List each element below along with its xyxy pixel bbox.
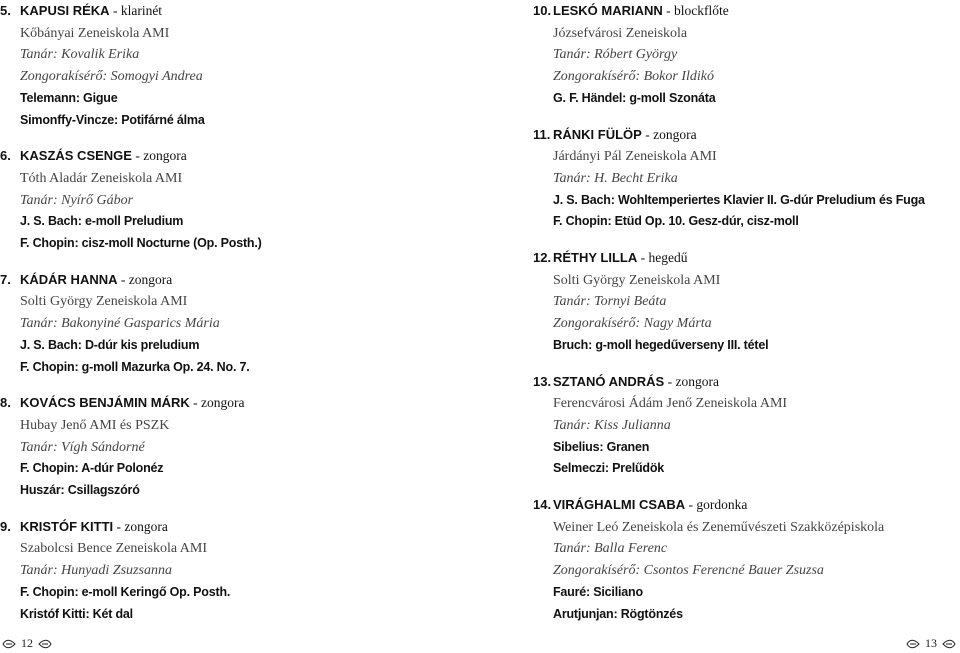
program-entry: [0, 269, 440, 379]
instrument: zongora: [124, 518, 168, 534]
teacher: Tanár: Balla Ferenc: [553, 541, 668, 557]
school-name: Kőbányai Zeneiskola AMI: [20, 25, 170, 41]
instrument: zongora: [128, 271, 173, 287]
school-name: Szabolcsi Bence Zeneiskola AMI: [20, 541, 208, 557]
performer-name: VIRÁGHALMI CSABA: [553, 497, 686, 513]
entry-number: 5.: [0, 3, 11, 18]
school-name: Solti György Zeneiskola AMI: [553, 272, 721, 288]
piece-title: G. F. Händel: g-moll Szonáta: [553, 90, 716, 105]
separator: -: [113, 518, 125, 534]
program-entry: [0, 392, 440, 502]
instrument: gordonka: [696, 497, 748, 513]
accompanist: Zongorakísérő: Bokor Ildikó: [553, 69, 714, 85]
entry-number: 13.: [533, 373, 552, 389]
left-page: [0, 0, 440, 639]
teacher: Tanár: Kiss Julianna: [553, 417, 671, 433]
performer-name: KAPUSI RÉKA: [20, 3, 110, 18]
performer-name: SZTANÓ ANDRÁS: [553, 373, 665, 389]
separator: -: [685, 497, 697, 513]
entry-number: 14.: [533, 497, 552, 513]
accompanist: Zongorakísérő: Somogyi Andrea: [20, 69, 203, 85]
performer-name: LESKÓ MARIANN: [553, 3, 663, 18]
piece-title: F. Chopin: e-moll Keringő Op. Posth.: [20, 584, 231, 599]
entry-number: 7.: [0, 271, 11, 287]
piece-title: Simonffy-Vincze: Potifárné álma: [20, 112, 205, 127]
program-entry: [0, 0, 440, 131]
separator: -: [664, 373, 676, 389]
instrument: klarinét: [120, 3, 163, 18]
performer-line: [20, 392, 440, 415]
performer-name: KÁDÁR HANNA: [20, 271, 118, 287]
instrument: hegedű: [648, 250, 688, 266]
program-entry: [533, 371, 960, 481]
entry-details: [553, 0, 960, 110]
entry-details: [20, 516, 440, 626]
teacher: Tanár: Vígh Sándorné: [20, 439, 145, 455]
piece-title: Telemann: Gigue: [20, 90, 118, 105]
entry-number: 9.: [0, 518, 11, 534]
entry-number: 10.: [533, 3, 552, 18]
instrument: zongora: [675, 373, 719, 389]
performer-line: [20, 516, 440, 539]
piece-title: Sibelius: Granen: [553, 439, 650, 454]
separator: -: [131, 148, 144, 164]
performer-name: RÉTHY LILLA: [553, 250, 638, 266]
teacher: Tanár: Tornyi Beáta: [553, 294, 667, 310]
piece-title: F. Chopin: cisz-moll Nocturne (Op. Posth.): [20, 236, 262, 251]
performer-name: KOVÁCS BENJÁMIN MÁRK: [20, 395, 190, 411]
performer-line: [553, 494, 960, 517]
instrument: zongora: [200, 395, 245, 411]
right-page: [533, 0, 960, 639]
performer-line: [553, 247, 960, 270]
performer-line: [553, 124, 960, 147]
performer-name: KASZÁS CSENGE: [20, 148, 132, 164]
teacher: Tanár: Hunyadi Zsuzsanna: [20, 563, 172, 579]
ornament-icon: [2, 639, 16, 649]
piece-title: J. S. Bach: Wohltemperiertes Klavier II. G-dúr Preludium és Fuga: [553, 192, 925, 207]
entry-details: [553, 494, 960, 625]
program-entry: [0, 145, 440, 255]
teacher: Tanár: H. Becht Erika: [553, 170, 678, 186]
piece-title: Fauré: Siciliano: [553, 584, 643, 599]
piece-title: Selmeczi: Prelűdök: [553, 461, 665, 476]
separator: -: [662, 3, 675, 18]
accompanist: Zongorakísérő: Nagy Márta: [553, 316, 712, 332]
separator: -: [117, 271, 129, 287]
teacher: Tanár: Bakonyiné Gasparics Mária: [20, 316, 220, 332]
ornament-icon: [38, 639, 52, 649]
entry-details: [553, 371, 960, 481]
piece-title: F. Chopin: A-dúr Polonéz: [20, 461, 164, 476]
entry-details: [20, 0, 440, 131]
instrument: zongora: [143, 148, 187, 164]
program-entry: [533, 0, 960, 110]
performer-line: [553, 371, 960, 394]
piece-title: F. Chopin: Etüd Op. 10. Gesz-dúr, cisz-moll: [553, 214, 799, 229]
entry-details: [553, 124, 960, 234]
performer-line: [20, 145, 440, 168]
school-name: Józsefvárosi Zeneiskola: [553, 25, 688, 41]
entry-number: 11.: [533, 126, 551, 142]
entry-details: [553, 247, 960, 357]
piece-title: Bruch: g-moll hegedűverseny III. tétel: [553, 337, 769, 352]
teacher: Tanár: Kovalik Erika: [20, 47, 140, 63]
program-entry: [533, 124, 960, 234]
left-page-footer: [2, 636, 52, 651]
school-name: Járdányi Pál Zeneiskola AMI: [553, 149, 717, 165]
separator: -: [109, 3, 121, 18]
piece-title: Arutjunjan: Rögtönzés: [553, 606, 683, 621]
instrument: zongora: [653, 126, 697, 142]
ornament-icon: [906, 639, 920, 649]
entry-number: 8.: [0, 395, 11, 411]
school-name: Ferencvárosi Ádám Jenő Zeneiskola AMI: [553, 396, 788, 412]
entry-details: [20, 269, 440, 379]
piece-title: J. S. Bach: D-dúr kis preludium: [20, 337, 200, 352]
teacher: Tanár: Nyírő Gábor: [20, 192, 134, 208]
page-number: 12: [21, 636, 33, 650]
school-name: Hubay Jenő AMI és PSZK: [20, 417, 170, 433]
separator: -: [637, 250, 649, 266]
separator: -: [641, 126, 654, 142]
piece-title: J. S. Bach: e-moll Preludium: [20, 214, 184, 229]
right-page-footer: [906, 636, 956, 651]
school-name: Tóth Aladár Zeneiskola AMI: [20, 170, 183, 186]
entry-details: [20, 392, 440, 502]
performer-name: KRISTÓF KITTI: [20, 518, 114, 534]
ornament-icon: [942, 639, 956, 649]
program-entry: [0, 516, 440, 626]
program-entry: [533, 247, 960, 357]
entry-number: 12.: [533, 250, 552, 266]
performer-line: [20, 0, 440, 23]
piece-title: Huszár: Csillagszóró: [20, 483, 140, 498]
school-name: Weiner Leó Zeneiskola és Zeneművészeti Szakközépiskola: [553, 519, 885, 535]
entry-number: 6.: [0, 148, 11, 164]
separator: -: [189, 395, 201, 411]
page-number: 13: [925, 636, 937, 650]
program-entry: [533, 494, 960, 625]
teacher: Tanár: Róbert György: [553, 47, 678, 63]
school-name: Solti György Zeneiskola AMI: [20, 294, 188, 310]
piece-title: F. Chopin: g-moll Mazurka Op. 24. No. 7.: [20, 359, 250, 374]
performer-line: [20, 269, 440, 292]
piece-title: Kristóf Kitti: Két dal: [20, 606, 133, 621]
accompanist: Zongorakísérő: Csontos Ferencné Bauer Zsuzsa: [553, 563, 824, 579]
performer-name: RÁNKI FÜLÖP: [553, 126, 642, 142]
entry-details: [20, 145, 440, 255]
instrument: blockflőte: [674, 3, 729, 18]
performer-line: [553, 0, 960, 23]
